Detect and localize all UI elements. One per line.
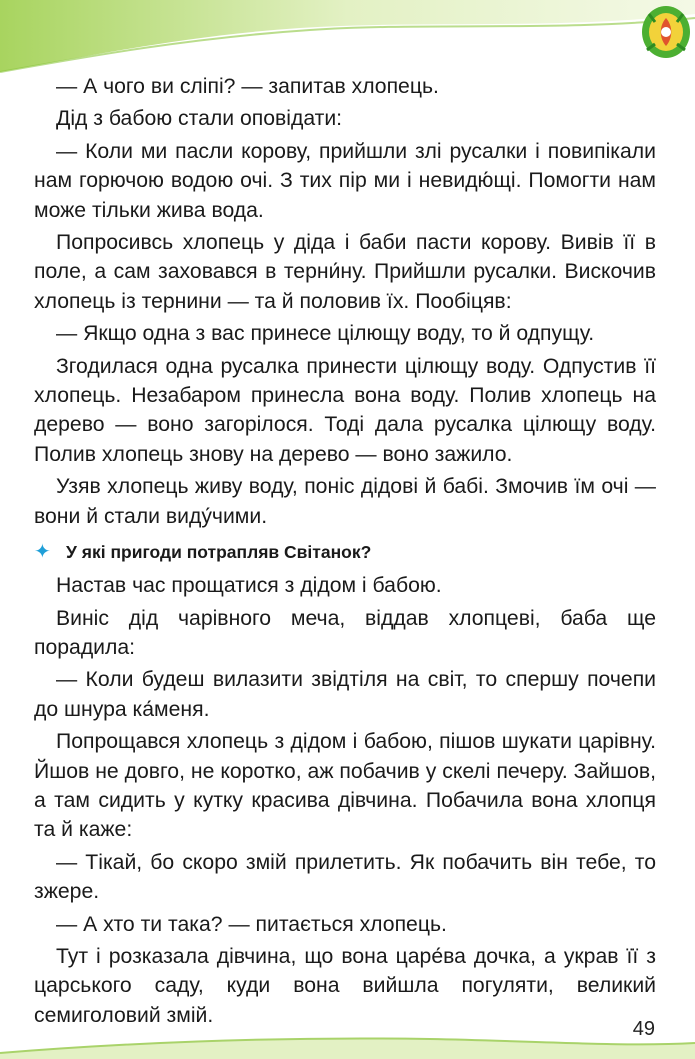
folk-flower-emblem-icon	[639, 2, 693, 64]
question-heading	[34, 539, 656, 565]
paragraph: Дід з бабою стали оповідати:	[56, 107, 343, 131]
paragraph: Узяв хлопець живу воду, поніс дідові й бабі. Змочив їм очі — вони й стали виду́чими.	[34, 475, 656, 528]
page-number: 49	[632, 1018, 655, 1040]
paragraph: Попросивсь хлопець у діда і баби пасти корову. Вивів її в поле, а сам заховався в терни́ну. Прийшли русалки. Вискочив хлопець із тернини — та й половив їх. Пообіцяв:	[34, 231, 656, 313]
paragraph: — А хто ти така? — питається хлопець.	[56, 912, 447, 936]
paragraph: Виніс дід чарівного меча, віддав хлопцеві, баба ще порадила:	[34, 606, 656, 659]
question-text: У які пригоди потрапляв Світанок?	[66, 542, 372, 563]
paragraph: — Коли ми пасли корову, прийшли злі русалки і повипікали нам горючою водою очі. З тих пір ми і невидю́щі. Помогти нам може тільки жива вода.	[34, 139, 656, 222]
paragraph: Тут і розказала дівчина, що вона царе́ва дочка, а украв її з царського саду, куди вона вийшла погуляти, великий семиголовий змій.	[34, 944, 656, 1027]
top-wave-decoration	[0, 0, 695, 80]
paragraph: Настав час прощатися з дідом і бабою.	[56, 574, 442, 598]
paragraph: — Тікай, бо скоро змій прилетить. Як побачить він тебе, то зжере.	[34, 850, 656, 904]
paragraph: — Коли будеш вилазити звідтіля на світ, то спершу почепи до шнура ка́меня.	[34, 668, 656, 721]
paragraph: Згодилася одна русалка принести цілющу воду. Одпустив її хлопець. Незабаром принесла вона воду. Полив хлопець на дерево — воно загорілося. Тоді дала русалка цілющу воду. Полив хлопець знову на дерево — воно зажило.	[34, 354, 656, 466]
page-text	[34, 72, 656, 1030]
sparkle-star-icon: ✦	[34, 541, 51, 564]
paragraph: — Якщо одна з вас принесе цілющу воду, то й одпущу.	[56, 322, 595, 346]
paragraph: — А чого ви сліпі? — запитав хлопець.	[56, 75, 439, 98]
bottom-wave-decoration	[0, 1019, 695, 1059]
paragraph: Попрощався хлопець з дідом і бабою, пішов шукати царівну. Йшов не довго, не коротко, аж побачив у скелі печеру. Зайшов, а там сидить у кутку красива дівчина. Побачила вона хлопця та й каже:	[34, 730, 656, 842]
